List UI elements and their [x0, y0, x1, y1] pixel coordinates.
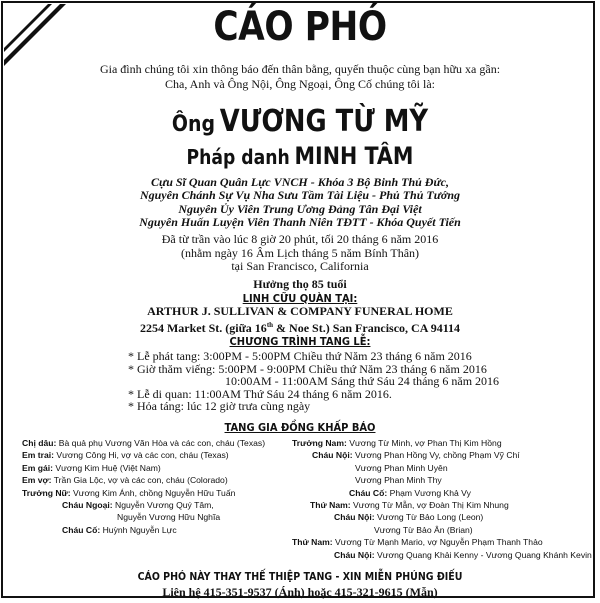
- family-row: Trưởng Nữ: Vương Kim Ánh, chồng Nguyễn Hữu Tuấn: [22, 487, 236, 498]
- death-info: [0, 233, 600, 274]
- titles-block: [0, 176, 600, 230]
- death-line: Đã từ trần vào lúc 8 giờ 20 phút, tối 20 tháng 6 năm 2016: [161, 232, 439, 246]
- funeral-home-heading: LINH CỮU QUÀN TẠI:: [242, 292, 358, 305]
- funeral-home-address: 2254 Market St. (giữa 16th & Noe St.) San Francisco, CA 94114: [139, 321, 461, 335]
- program-row: * Giờ thăm viếng: 5:00PM - 9:00PM Chiều thứ Năm 23 tháng 6 năm 2016: [128, 361, 487, 376]
- program-row: * Hỏa táng: lúc 12 giờ trưa cùng ngày: [128, 399, 311, 414]
- family-row: Thứ Nam: Vương Từ Mẫn, vợ Đoàn Thị Kim Nhung: [310, 500, 509, 511]
- title-line: Nguyên Huấn Luyện Viên Thanh Niên TĐTT - Khóa Quyết Tiến: [139, 215, 461, 230]
- program-row: * Lễ phát tang: 3:00PM - 5:00PM Chiều thứ Năm 23 tháng 6 năm 2016: [128, 349, 472, 363]
- family-row: Em gái: Vương Kim Huệ (Việt Nam): [22, 462, 161, 473]
- footer-notice: CÁO PHÓ NÀY THAY THẾ THIỆP TANG - XIN MIỄN PHÚNG ĐIẾU: [137, 570, 463, 583]
- family-row: Nguyễn Vương Hữu Nghĩa: [117, 512, 221, 523]
- family-left-column: [22, 437, 265, 536]
- dharma-full-name: MINH TÂM: [294, 142, 414, 170]
- family-row: Vương Phan Minh Uyên: [355, 462, 448, 473]
- title-line: Nguyên Ủy Viên Trung Ương Đảng Tân Đại Việt: [178, 201, 422, 216]
- family-row: Vương Từ Bảo Ân (Brian): [374, 524, 473, 535]
- page-title: CÁO PHÓ: [213, 4, 387, 50]
- deceased-name: [42, 104, 558, 139]
- deceased-prefix: Ông: [171, 112, 215, 137]
- intro-line-1: Gia đình chúng tôi xin thông báo đến thân bằng, quyến thuộc cùng bạn hữu xa gần:: [99, 62, 501, 76]
- family-row: Cháu Ngoại: Nguyễn Vương Quý Tâm,: [62, 500, 214, 511]
- title-line: Cựu Sĩ Quan Quân Lực VNCH - Khóa 3 Bộ Binh Thủ Đức,: [151, 175, 449, 189]
- family-row: Em trai: Vương Công Hi, vợ và các con, cháu (Texas): [22, 450, 229, 461]
- family-row: Vương Phan Minh Thy: [355, 475, 442, 486]
- family-row: Em vợ: Trần Gia Lộc, vợ và các con, cháu (Colorado): [22, 475, 228, 486]
- death-line: tại San Francisco, California: [231, 259, 369, 274]
- dharma-prefix: Pháp danh: [186, 145, 290, 169]
- family-row: Cháu Cố: Huỳnh Nguyễn Lực: [62, 524, 177, 535]
- family-row: Thứ Nam: Vương Từ Mạnh Mario, vợ Nguyễn Phạm Thanh Thảo: [292, 537, 543, 548]
- family-row: Chị dâu: Bà quả phụ Vương Văn Hòa và các con, cháu (Texas): [22, 438, 266, 448]
- age-line: Hưởng thọ 85 tuổi: [253, 277, 347, 291]
- family-row: Cháu Nội: Vương Quang Khải Kenny - Vương Quang Khánh Kevin: [334, 549, 592, 560]
- family-row: Trưởng Nam: Vương Từ Minh, vợ Phan Thị Kim Hồng: [292, 438, 502, 448]
- dharma-name: [42, 142, 558, 170]
- family-row: Cháu Nội: Vương Phan Hồng Vy, chồng Phạm Vỹ Chí: [312, 450, 520, 461]
- family-row: Cháu Nội: Vương Từ Bảo Long (Leon): [334, 512, 484, 523]
- family-heading: TANG GIA ĐỒNG KHẤP BÁO: [224, 421, 376, 434]
- family-right-column: [292, 437, 592, 561]
- funeral-home-name: ARTHUR J. SULLIVAN & COMPANY FUNERAL HOME: [147, 304, 453, 318]
- death-line: (nhằm ngày 16 Âm Lịch tháng 5 năm Bính Thân): [180, 245, 420, 260]
- title-line: Nguyên Chánh Sự Vụ Nha Sưu Tầm Tài Liệu - Phủ Thủ Tướng: [139, 188, 461, 203]
- program-heading: CHƯƠNG TRÌNH TANG LỄ:: [229, 335, 371, 348]
- intro-line-2: Cha, Anh và Ông Nội, Ông Ngoại, Ông Cố chúng tôi là:: [165, 77, 435, 91]
- funeral-home-block: [0, 304, 600, 335]
- program-row: 10:00AM - 11:00AM Sáng thứ Sáu 24 tháng 6 năm 2016: [225, 374, 500, 389]
- program-row: * Lễ di quan: 11:00AM Thứ Sáu 24 tháng 6 năm 2016.: [128, 386, 392, 401]
- family-row: Cháu Cố: Phạm Vương Khả Vy: [349, 487, 471, 498]
- program-list: [128, 350, 499, 413]
- deceased-full-name: VƯƠNG TỪ MỸ: [219, 104, 429, 139]
- footer-contact: Liên hệ 415-351-9537 (Ánh) hoặc 415-321-9615 (Mẫn): [162, 585, 438, 599]
